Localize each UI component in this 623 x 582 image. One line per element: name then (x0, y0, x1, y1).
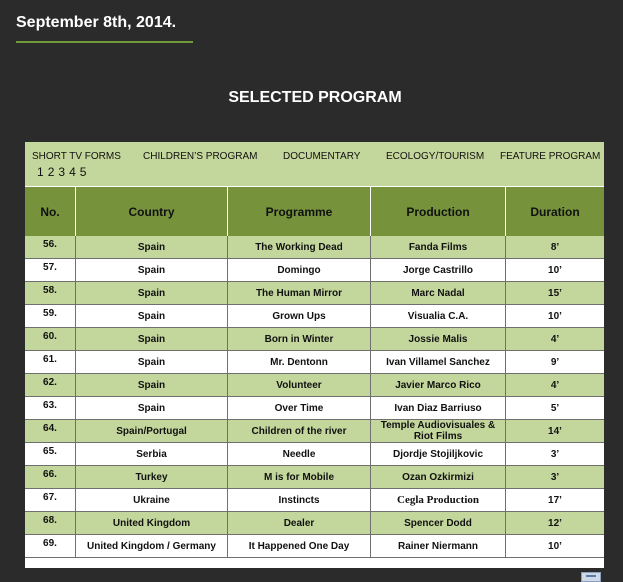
cell-production: Ozan Ozkirmizi (371, 466, 506, 488)
cell-duration: 10’ (548, 264, 562, 276)
cell-programme: M is for Mobile (228, 466, 371, 488)
header-country: Country (76, 187, 228, 236)
date-heading: September 8th, 2014. (16, 14, 177, 31)
cell-production: Marc Nadal (371, 282, 506, 304)
header-production: Production (371, 187, 506, 236)
cell-duration: 10’ (548, 310, 562, 322)
table-row (25, 466, 604, 489)
page-link-3[interactable]: 3 (58, 165, 66, 179)
cell-production: Visualia C.A. (371, 305, 506, 327)
cell-no: 57. (25, 259, 76, 281)
cell-no: 64. (25, 420, 76, 442)
cell-programme: Grown Ups (228, 305, 371, 327)
cell-duration: 8’ (550, 241, 560, 253)
cell-no: 65. (25, 443, 76, 465)
cell-programme: Needle (228, 443, 371, 465)
cell-production: Temple Audiovisuales & Riot Films (371, 420, 506, 442)
page-link-1[interactable]: 1 (37, 165, 44, 179)
cell-no: 61. (25, 351, 76, 373)
cell-country: Turkey (76, 466, 228, 488)
cell-duration: 9’ (550, 356, 560, 368)
cell-duration: 4’ (550, 333, 560, 345)
cell-production: Ivan Diaz Barriuso (371, 397, 506, 419)
cell-no: 68. (25, 512, 76, 534)
cell-production: Ivan Villamel Sanchez (371, 351, 506, 373)
cell-no: 67. (25, 489, 76, 511)
cell-programme: Dealer (228, 512, 371, 534)
cell-programme: Over Time (228, 397, 371, 419)
cell-country: Spain (76, 282, 228, 304)
cell-programme: The Human Mirror (228, 282, 371, 304)
cell-country: United Kingdom / Germany (76, 535, 228, 557)
category-short-tv-forms[interactable]: SHORT TV FORMS (32, 151, 121, 162)
table-row (25, 351, 604, 374)
cell-duration: 10’ (548, 540, 562, 552)
cell-country: United Kingdom (76, 512, 228, 534)
table-row (25, 489, 604, 512)
table-row (25, 259, 604, 282)
category-bar (25, 142, 604, 186)
cell-programme: It Happened One Day (228, 535, 371, 557)
cell-no: 60. (25, 328, 76, 350)
header-duration: Duration (506, 187, 604, 236)
category-childrens-program[interactable]: CHILDREN’S PROGRAM (143, 151, 258, 162)
program-panel (25, 142, 604, 568)
cell-no: 59. (25, 305, 76, 327)
table-row (25, 328, 604, 351)
section-title: SELECTED PROGRAM (228, 89, 402, 106)
cell-country: Serbia (76, 443, 228, 465)
category-documentary[interactable]: DOCUMENTARY (283, 151, 361, 162)
cell-production: Rainer Niermann (371, 535, 506, 557)
cell-no: 63. (25, 397, 76, 419)
cell-no: 56. (25, 236, 76, 258)
cell-country: Spain (76, 374, 228, 396)
cell-programme: Children of the river (228, 420, 371, 442)
cell-production: Javier Marco Rico (371, 374, 506, 396)
table-row (25, 305, 604, 328)
pagination (37, 165, 90, 179)
table-header (25, 187, 604, 236)
category-ecology-tourism[interactable]: ECOLOGY/TOURISM (386, 151, 485, 162)
table-row (25, 397, 604, 420)
cell-country: Spain (76, 236, 228, 258)
cell-programme: Volunteer (228, 374, 371, 396)
cell-programme: The Working Dead (228, 236, 371, 258)
table-icon[interactable] (581, 572, 601, 582)
cell-duration: 3’ (550, 471, 560, 483)
page-link-5[interactable]: 5 (79, 165, 87, 179)
cell-programme: Instincts (228, 489, 371, 511)
category-feature-program[interactable]: FEATURE PROGRAM (500, 151, 601, 162)
cell-duration: 5’ (550, 402, 560, 414)
cell-no: 66. (25, 466, 76, 488)
cell-production: Spencer Dodd (371, 512, 506, 534)
cell-production: Djordje Stojiljkovic (371, 443, 506, 465)
cell-production: Cegla Production (371, 489, 506, 511)
cell-no: 62. (25, 374, 76, 396)
page-link-4[interactable]: 4 (69, 165, 76, 179)
cell-production: Fanda Films (371, 236, 506, 258)
cell-duration: 14’ (548, 425, 562, 437)
table-row (25, 282, 604, 305)
cell-country: Spain (76, 259, 228, 281)
cell-programme: Born in Winter (228, 328, 371, 350)
header-programme: Programme (228, 187, 371, 236)
cell-production: Jorge Castrillo (371, 259, 506, 281)
cell-no: 69. (25, 535, 76, 557)
table-row (25, 443, 604, 466)
cell-country: Spain (76, 305, 228, 327)
cell-programme: Mr. Dentonn (228, 351, 371, 373)
table-row (25, 374, 604, 397)
header-no: No. (25, 187, 76, 236)
cell-production: Jossie Malis (371, 328, 506, 350)
table-row (25, 236, 604, 259)
cell-duration: 4’ (550, 379, 560, 391)
table-row (25, 420, 604, 443)
cell-duration: 12’ (548, 517, 562, 529)
table-row (25, 512, 604, 535)
cell-duration: 17’ (548, 494, 562, 506)
cell-programme: Domingo (228, 259, 371, 281)
page-link-2[interactable]: 2 (47, 165, 55, 179)
cell-country: Spain (76, 351, 228, 373)
cell-duration: 15’ (548, 287, 562, 299)
table-row (25, 535, 604, 558)
cell-duration: 3’ (550, 448, 560, 460)
cell-country: Ukraine (76, 489, 228, 511)
date-underline (16, 41, 193, 43)
cell-no: 58. (25, 282, 76, 304)
cell-country: Spain (76, 397, 228, 419)
cell-country: Spain/Portugal (76, 420, 228, 442)
cell-country: Spain (76, 328, 228, 350)
